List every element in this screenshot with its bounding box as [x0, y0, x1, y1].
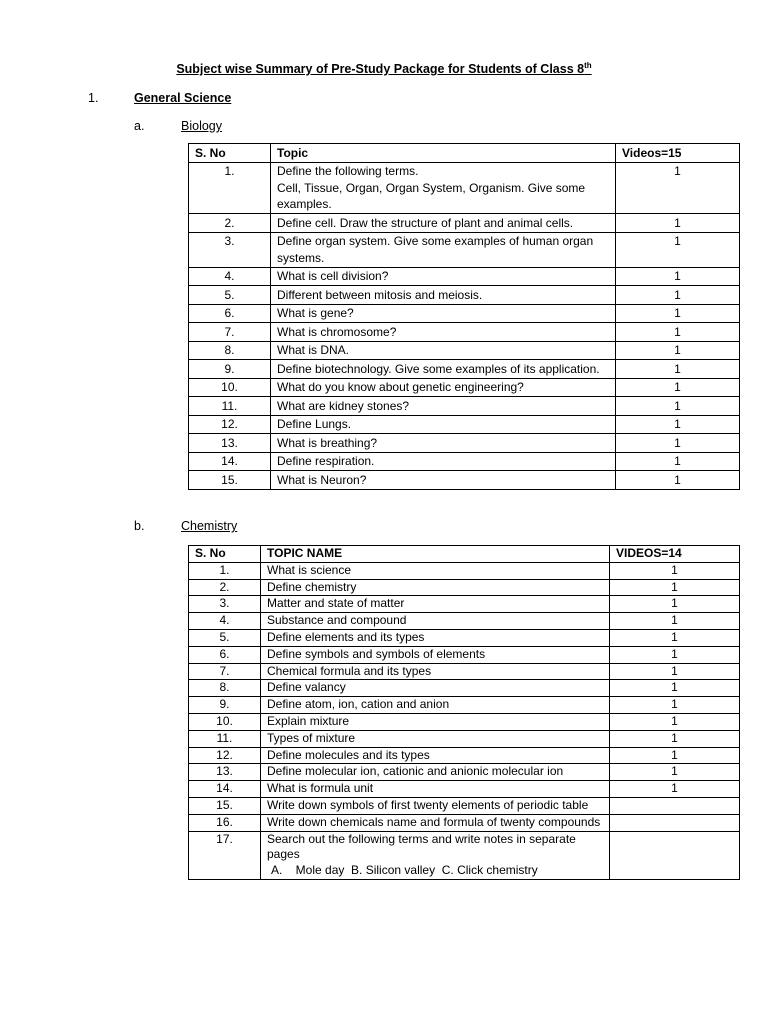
row-topic [261, 613, 610, 630]
topic-line: What do you know about genetic engineering? [277, 380, 524, 394]
row-topic [261, 781, 610, 798]
row-sno: 1. [189, 562, 261, 579]
row-videos: 1 [616, 415, 740, 434]
row-videos: 1 [610, 663, 740, 680]
title-superscript: th [584, 61, 592, 70]
topic-line: Define Lungs. [277, 417, 352, 431]
row-topic [271, 378, 616, 397]
topic-line: Search out the following terms and write notes in separate pages [267, 831, 576, 862]
table-row [189, 831, 740, 879]
row-sno: 5. [189, 629, 261, 646]
row-topic [261, 629, 610, 646]
row-sno: 2. [189, 214, 271, 233]
table-row [189, 434, 740, 453]
row-videos: 1 [610, 596, 740, 613]
row-topic [271, 471, 616, 490]
row-topic [271, 304, 616, 323]
row-videos: 1 [616, 471, 740, 490]
table-row [189, 697, 740, 714]
topic-line: Write down symbols of first twenty elements of periodic table [267, 797, 589, 812]
row-topic [271, 162, 616, 214]
topic-line: What is gene? [277, 306, 354, 320]
topic-line: Define symbols and symbols of elements [267, 646, 486, 661]
row-sno: 10. [189, 378, 271, 397]
table-row [189, 304, 740, 323]
row-sno: 14. [189, 452, 271, 471]
row-topic [261, 814, 610, 831]
row-topic [271, 232, 616, 267]
topic-line: Define elements and its types [267, 629, 425, 644]
table-header-row [189, 144, 740, 163]
table-row [189, 286, 740, 305]
row-videos: 1 [616, 214, 740, 233]
row-videos: 1 [616, 323, 740, 342]
topic-line: What is science [267, 562, 352, 577]
topic-line: Substance and compound [267, 613, 407, 628]
table-row [189, 471, 740, 490]
row-topic [261, 713, 610, 730]
row-videos: 1 [610, 562, 740, 579]
topic-line: Explain mixture [267, 713, 350, 728]
row-videos: 1 [616, 378, 740, 397]
table-row [189, 267, 740, 286]
row-videos: 1 [610, 613, 740, 630]
topic-line: What is DNA. [277, 343, 350, 357]
table-row [189, 663, 740, 680]
table-row [189, 680, 740, 697]
row-topic [261, 697, 610, 714]
topic-line: What is cell division? [277, 269, 389, 283]
row-topic [271, 360, 616, 379]
table-row [189, 214, 740, 233]
topic-line: Define molecules and its types [267, 747, 430, 762]
section-number: 1. [88, 91, 99, 105]
row-sno: 15. [189, 471, 271, 490]
section-title: General Science [134, 91, 232, 105]
row-videos: 1 [616, 397, 740, 416]
topic-line: Define cell. Draw the structure of plant and animal cells. [277, 215, 574, 230]
topic-line: What is chromosome? [277, 324, 397, 339]
row-videos [610, 814, 740, 831]
row-videos: 1 [610, 680, 740, 697]
row-sno: 7. [189, 323, 271, 342]
row-videos: 1 [616, 360, 740, 379]
topic-line: Cell, Tissue, Organ, Organ System, Organism. Give some examples. [277, 180, 586, 211]
biology-letter: a. [134, 119, 145, 133]
topic-line: Define molecular ion, cationic and anionic molecular ion [267, 764, 564, 779]
biology-table [188, 143, 740, 490]
chemistry-title: Chemistry [181, 519, 238, 533]
row-videos: 1 [616, 267, 740, 286]
row-sno: 5. [189, 286, 271, 305]
row-topic [261, 596, 610, 613]
row-videos: 1 [616, 232, 740, 267]
topic-line: Define organ system. Give some examples of human organ systems. [277, 234, 594, 265]
chemistry-letter: b. [134, 519, 145, 533]
header-topic: Topic [271, 144, 616, 163]
row-sno: 14. [189, 781, 261, 798]
row-sno: 6. [189, 646, 261, 663]
row-sno: 4. [189, 613, 261, 630]
table-row [189, 415, 740, 434]
row-topic [271, 434, 616, 453]
row-sno: 10. [189, 713, 261, 730]
row-sno: 11. [189, 730, 261, 747]
row-topic [261, 730, 610, 747]
table-row [189, 730, 740, 747]
header-topic: TOPIC NAME [261, 546, 610, 563]
row-videos: 1 [616, 162, 740, 214]
row-topic [271, 397, 616, 416]
topic-line: Different between mitosis and meiosis. [277, 287, 483, 302]
header-videos: VIDEOS=14 [610, 546, 740, 563]
topic-line: Define chemistry [267, 579, 357, 594]
row-topic [261, 663, 610, 680]
row-sno: 13. [189, 434, 271, 453]
row-topic [271, 452, 616, 471]
row-videos: 1 [610, 697, 740, 714]
table-row [189, 629, 740, 646]
table-header-row [189, 546, 740, 563]
topic-line: What is formula unit [267, 781, 374, 796]
table-row [189, 764, 740, 781]
row-sno: 11. [189, 397, 271, 416]
topic-line: What are kidney stones? [277, 398, 410, 413]
row-sno: 16. [189, 814, 261, 831]
row-videos: 1 [610, 781, 740, 798]
topic-line: Define atom, ion, cation and anion [267, 697, 450, 712]
row-sno: 4. [189, 267, 271, 286]
row-sno: 6. [189, 304, 271, 323]
row-topic [261, 831, 610, 879]
row-videos: 1 [610, 747, 740, 764]
row-sno: 3. [189, 596, 261, 613]
table-row [189, 613, 740, 630]
row-topic [261, 562, 610, 579]
row-topic [261, 680, 610, 697]
topic-line: What is breathing? [277, 435, 378, 450]
topic-line: Define valancy [267, 680, 346, 695]
row-videos: 1 [610, 579, 740, 596]
table-row [189, 596, 740, 613]
table-row [189, 323, 740, 342]
row-sno: 1. [189, 162, 271, 214]
table-row [189, 562, 740, 579]
table-row [189, 781, 740, 798]
row-sno: 15. [189, 797, 261, 814]
table-row [189, 162, 740, 214]
table-row [189, 452, 740, 471]
row-videos: 1 [610, 646, 740, 663]
row-sno: 2. [189, 579, 261, 596]
topic-line: Define biotechnology. Give some examples of its application. [277, 361, 600, 376]
table-row [189, 646, 740, 663]
topic-line: Define the following terms. [277, 164, 419, 178]
page-title: Subject wise Summary of Pre-Study Package for Students of Class 8th [176, 61, 592, 76]
row-topic [271, 214, 616, 233]
topic-line: Types of mixture [267, 730, 356, 745]
table-row [189, 747, 740, 764]
table-row [189, 232, 740, 267]
table-row [189, 797, 740, 814]
topic-line: Write down chemicals name and formula of twenty compounds [267, 814, 601, 829]
row-videos [610, 797, 740, 814]
table-row [189, 713, 740, 730]
row-topic [261, 764, 610, 781]
header-sno: S. No [189, 144, 271, 163]
row-sno: 9. [189, 697, 261, 714]
row-videos: 1 [610, 629, 740, 646]
table-row [189, 341, 740, 360]
row-sno: 3. [189, 232, 271, 267]
row-topic [261, 797, 610, 814]
row-videos: 1 [616, 304, 740, 323]
row-sno: 7. [189, 663, 261, 680]
row-videos: 1 [610, 764, 740, 781]
row-videos [610, 831, 740, 879]
row-sno: 12. [189, 415, 271, 434]
table-row [189, 579, 740, 596]
row-topic [261, 747, 610, 764]
row-topic [271, 286, 616, 305]
table-row [189, 397, 740, 416]
row-sno: 8. [189, 680, 261, 697]
topic-line: What is Neuron? [277, 472, 367, 487]
row-videos: 1 [616, 434, 740, 453]
row-videos: 1 [610, 713, 740, 730]
row-sno: 12. [189, 747, 261, 764]
row-topic [271, 323, 616, 342]
row-sno: 9. [189, 360, 271, 379]
header-videos: Videos=15 [616, 144, 740, 163]
topic-line: Chemical formula and its types [267, 663, 432, 678]
topic-line: Matter and state of matter [267, 596, 405, 611]
table-row [189, 378, 740, 397]
row-sno: 13. [189, 764, 261, 781]
topic-line: Define respiration. [277, 454, 375, 468]
table-row [189, 814, 740, 831]
row-videos: 1 [610, 730, 740, 747]
chemistry-table [188, 545, 740, 880]
row-videos: 1 [616, 452, 740, 471]
row-sno: 8. [189, 341, 271, 360]
row-topic [271, 267, 616, 286]
row-topic [261, 579, 610, 596]
biology-title: Biology [181, 119, 222, 133]
table-row [189, 360, 740, 379]
row-videos: 1 [616, 286, 740, 305]
row-topic [261, 646, 610, 663]
row-topic [271, 415, 616, 434]
header-sno: S. No [189, 546, 261, 563]
row-topic [271, 341, 616, 360]
topic-subitems: A. Mole day B. Silicon valley C. Click chemistry [271, 863, 538, 878]
row-videos: 1 [616, 341, 740, 360]
row-sno: 17. [189, 831, 261, 879]
